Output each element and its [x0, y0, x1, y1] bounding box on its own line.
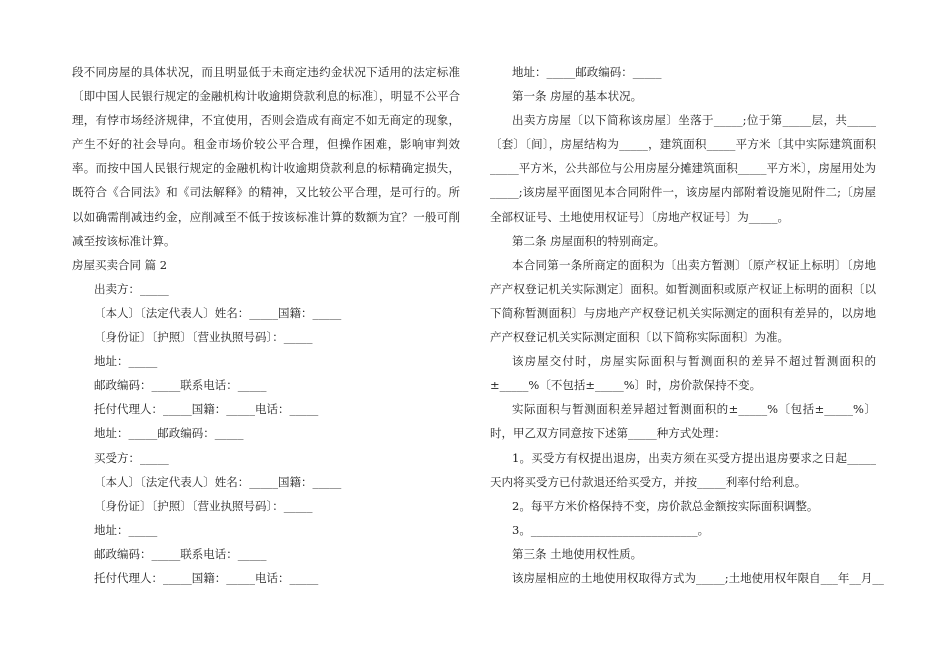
- article2-text1: 本合同第一条所商定的面积为〔出卖方暂测〕〔原产权证上标明〕〔房地产产权登记机关实际测定〕面积。如暂测面积或原产权证上标明的面积〔以下简称暂测面积〕与房地产产权登记机关实际测定的面积有差异的，以房地产产权登记机关实际测定面积〔以下简称实际面积〕为准。: [490, 257, 876, 345]
- buyer-address-line: 地址：_____: [94, 522, 158, 537]
- seller-line: 出卖方：_____: [94, 281, 169, 296]
- article2-text2: 该房屋交付时，房屋实际面积与暂测面积的差异不超过暂测面积的±_____%〔不包括±_____%〕时，房价款保持不变。: [490, 354, 876, 393]
- buyer-agent-address-line: 地址：_____邮政编码：_____: [512, 65, 662, 79]
- section-title: 房屋买卖合同 篇 2: [72, 257, 168, 272]
- article3-text: 该房屋相应的土地使用权取得方式为_____;土地使用权年限自___年__月__: [512, 570, 884, 585]
- intro-paragraph: 段不同房屋的具体状况，而且明显低于未商定违约金状况下适用的法定标准〔即中国人民银行规定的金融机构计收逾期贷款利息的标准〕，明显不公平合理，有悖市场经济规律，不宜使用，否则会造成有商定不如无商定的现象，产生不好的社会导向。租金市场价较公平合理，但操作困难，影响审判效率。而按中国人民银行规定的金融机构计收逾期贷款利息的标精确定损失，既符合《合同法》和《司法解释》的精神，又比较公平合理，是可行的。所以如确需削减违约金，应削减至不低于按该标准计算的数额为宜？一般可削减至按该标准计算。: [72, 65, 460, 248]
- left-column: [72, 60, 460, 590]
- buyer-name-line: 〔本人〕〔法定代表人〕姓名：_____国籍：_____: [94, 474, 342, 489]
- article2-title: 第二条 房屋面积的特别商定。: [512, 233, 666, 248]
- option-2: 2。每平方米价格保持不变，房价款总金额按实际面积调整。: [512, 498, 819, 513]
- seller-postcode-line: 邮政编码：_____联系电话：_____: [94, 378, 267, 393]
- seller-name-line: 〔本人〕〔法定代表人〕姓名：_____国籍：_____: [94, 305, 342, 320]
- article1-title: 第一条 房屋的基本状况。: [512, 89, 643, 104]
- buyer-postcode-line: 邮政编码：_____联系电话：_____: [94, 546, 267, 561]
- seller-agent-address-line: 地址：_____邮政编码：_____: [94, 426, 244, 441]
- article3-title: 第三条 土地使用权性质。: [512, 546, 643, 561]
- option-3: 3。_____________________________。: [512, 522, 710, 537]
- right-column: [490, 60, 884, 590]
- article2-text3: 实际面积与暂测面积差异超过暂测面积的±_____%〔包括±_____%〕时，甲乙双方同意按下述第_____种方式处理：: [490, 402, 876, 441]
- seller-address-line: 地址：_____: [94, 354, 158, 369]
- buyer-line: 买受方：_____: [94, 450, 169, 465]
- buyer-id-line: 〔身份证〕〔护照〕〔营业执照号码〕：_____: [94, 498, 313, 513]
- seller-agent-line: 托付代理人：_____国籍：_____电话：_____: [94, 402, 319, 417]
- article1-text: 出卖方房屋〔以下简称该房屋〕坐落于_____;位于第_____层，共_____〔套〕〔间〕，房屋结构为_____，建筑面积_____平方米〔其中实际建筑面积_____平方米，公共部位与公用房屋分摊建筑面积_____平方米〕，房屋用处为_____;该房屋平面图见本合同附件一，该房屋内部附着设施见附件二;〔房屋全部权证号、土地使用权证号〕〔房地产权证号〕为_____。: [490, 113, 876, 224]
- seller-id-line: 〔身份证〕〔护照〕〔营业执照号码〕：_____: [94, 330, 313, 345]
- option-1: 1。买受方有权提出退房，出卖方须在买受方提出退房要求之日起_____天内将买受方已付款退还给买受方，并按_____利率付给利息。: [490, 450, 876, 489]
- buyer-agent-line: 托付代理人：_____国籍：_____电话：_____: [94, 570, 319, 585]
